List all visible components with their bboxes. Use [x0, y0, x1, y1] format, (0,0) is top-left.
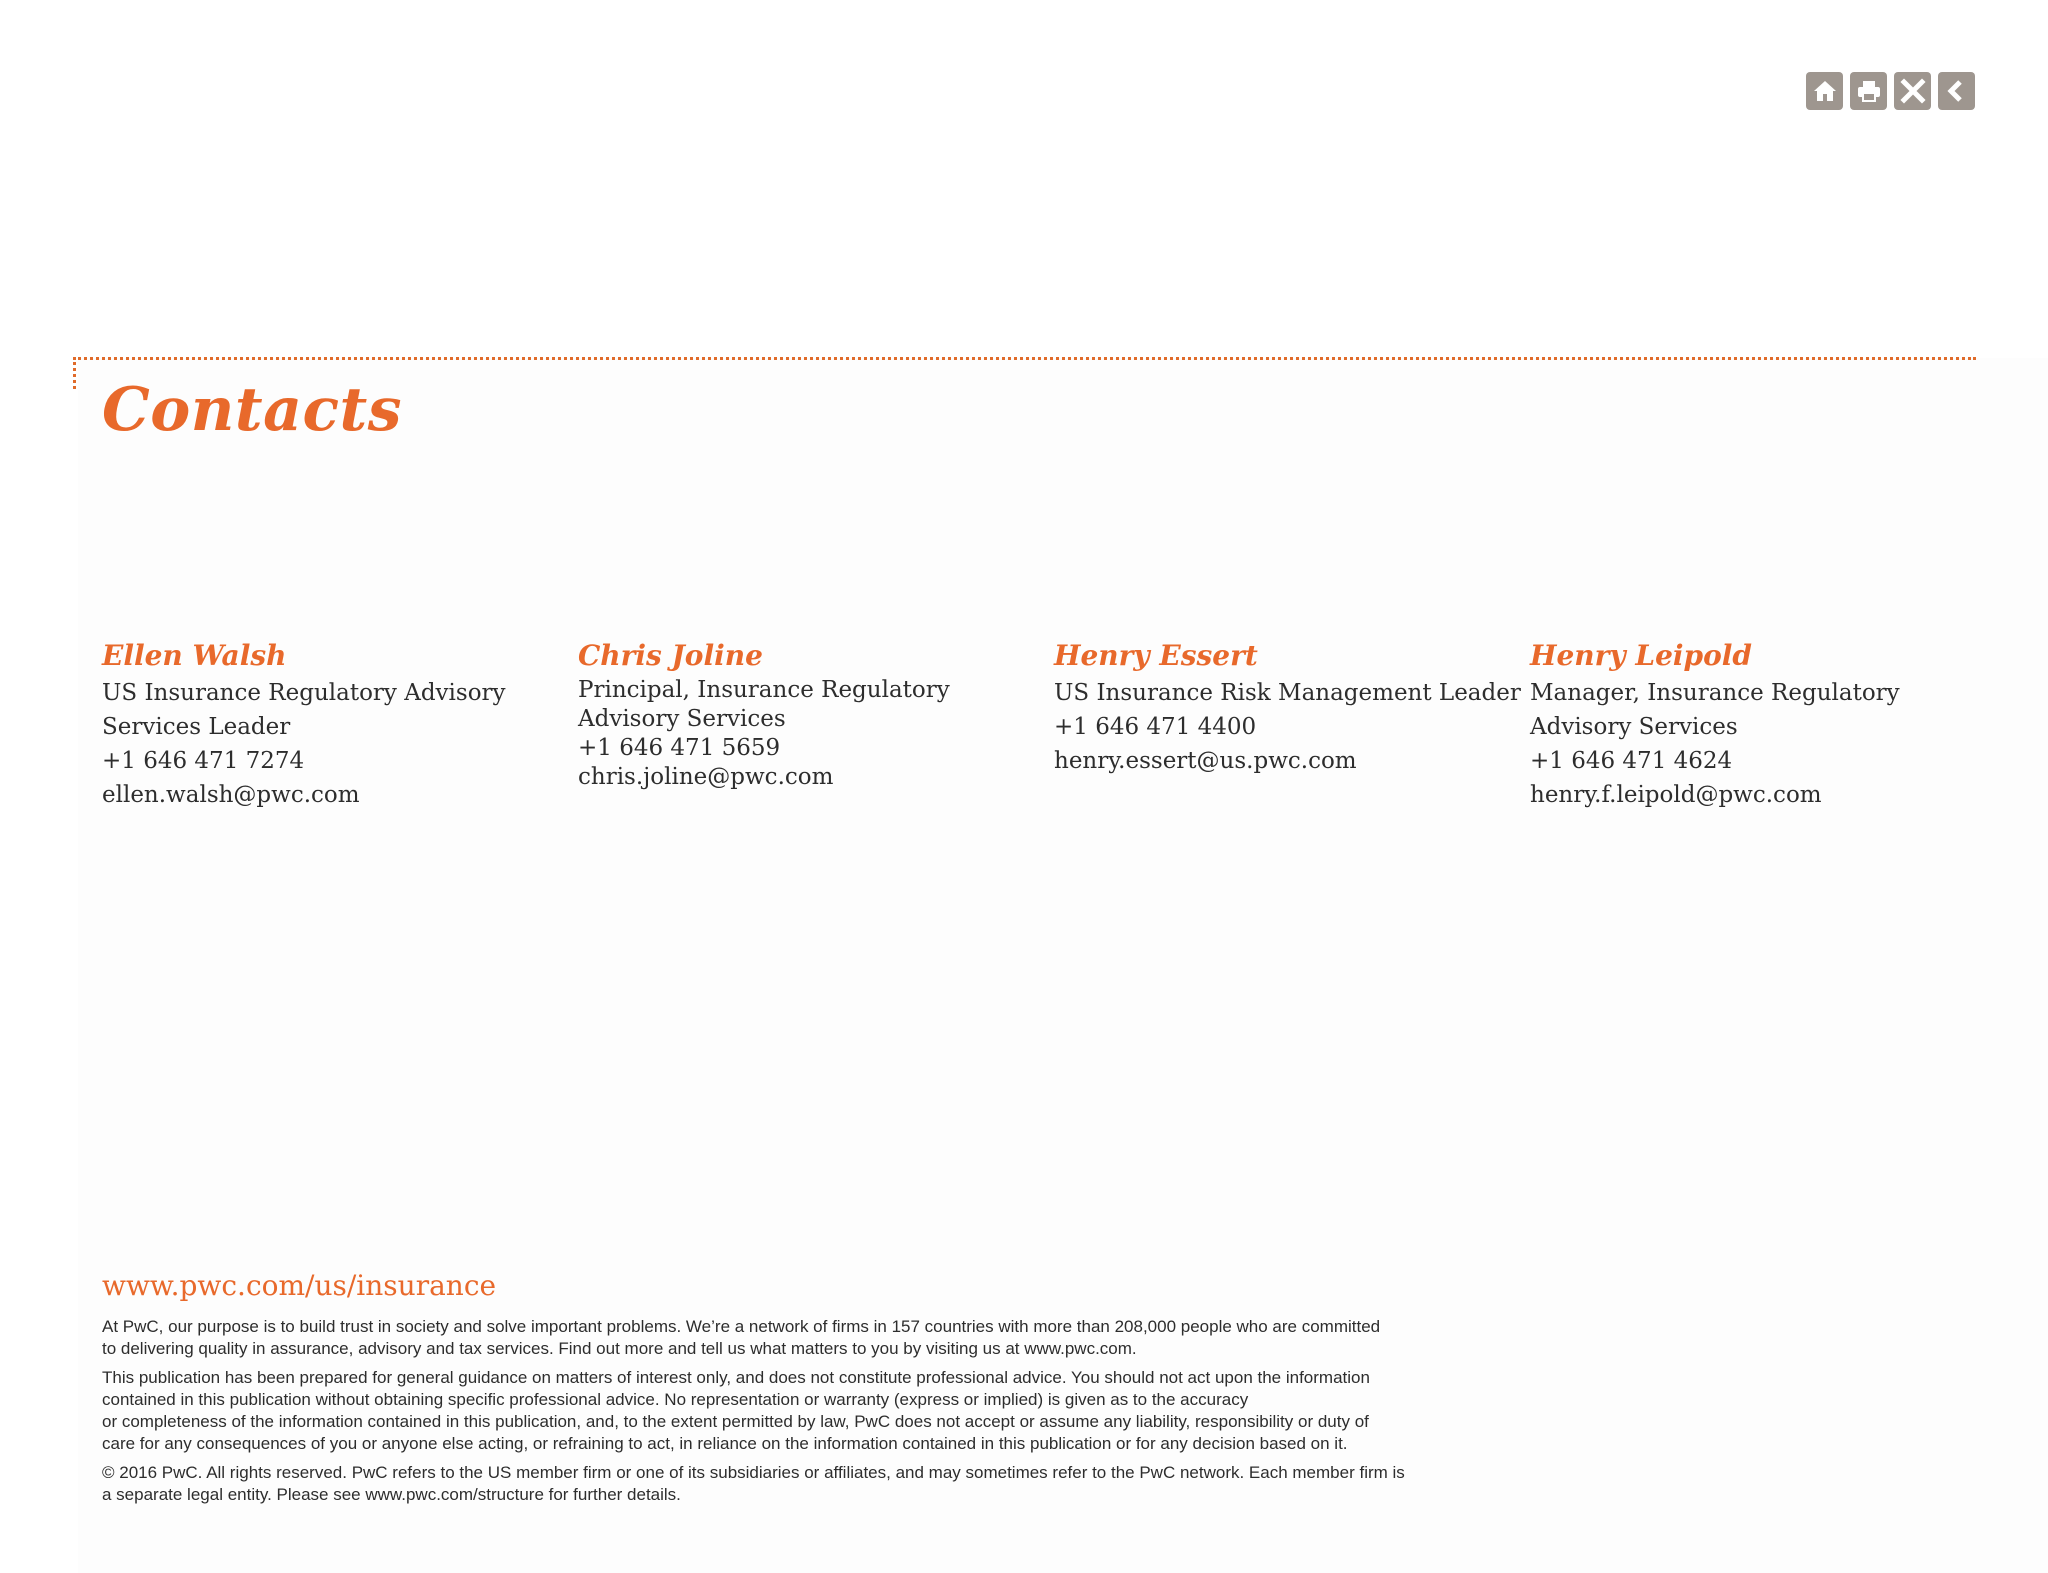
contact-name: Chris Joline	[578, 639, 763, 672]
contact-role: Advisory Services	[578, 706, 786, 732]
contact-role: US Insurance Risk Management Leader	[1054, 680, 1521, 706]
contact-card	[1054, 636, 1521, 778]
printer-icon	[1856, 78, 1882, 104]
contact-role: Services Leader	[102, 714, 291, 740]
contact-name: Henry Leipold	[1530, 639, 1753, 672]
contact-card	[102, 636, 562, 812]
disclaimer	[102, 1367, 1542, 1455]
purpose-line: At PwC, our purpose is to build trust in society and solve important problems. We’re a network of firms in 157 countries with more than 208,000 people who are committed	[102, 1317, 1381, 1336]
contact-name: Henry Essert	[1054, 639, 1258, 672]
close-icon	[1900, 78, 1926, 104]
section-divider	[73, 357, 1976, 360]
print-button[interactable]	[1850, 72, 1887, 110]
contact-role: Advisory Services	[1530, 714, 1738, 740]
contact-card	[578, 636, 1038, 792]
disclaimer-line: contained in this publication without obtaining specific professional advice. No representation or warranty (express or implied) is given as to the accuracy	[102, 1390, 1249, 1409]
contact-role: Manager, Insurance Regulatory	[1530, 680, 1900, 706]
contact-phone: +1 646 471 5659	[578, 735, 781, 761]
contact-email[interactable]: henry.essert@us.pwc.com	[1054, 748, 1357, 774]
home-button[interactable]	[1806, 72, 1843, 110]
contact-email[interactable]: ellen.walsh@pwc.com	[102, 782, 360, 808]
contact-phone: +1 646 471 7274	[102, 748, 305, 774]
contact-phone: +1 646 471 4624	[1530, 748, 1733, 774]
contact-name: Ellen Walsh	[102, 639, 287, 672]
contact-role: US Insurance Regulatory Advisory	[102, 680, 506, 706]
disclaimer-line: care for any consequences of you or anyone else acting, or refraining to act, in reliance on the information contained in this publication or for any decision based on it.	[102, 1434, 1348, 1453]
disclaimer-line: or completeness of the information contained in this publication, and, to the extent permitted by law, PwC does not accept or assume any liability, responsibility or duty of	[102, 1412, 1369, 1431]
toolbar	[1806, 72, 1975, 110]
home-icon	[1812, 78, 1838, 104]
chevron-left-icon	[1944, 78, 1970, 104]
purpose-statement	[102, 1316, 1542, 1360]
copyright-line: © 2016 PwC. All rights reserved. PwC refers to the US member firm or one of its subsidiaries or affiliates, and may sometimes refer to the PwC network. Each member firm is	[102, 1463, 1405, 1482]
back-button[interactable]	[1938, 72, 1975, 110]
section-divider-tick	[73, 357, 76, 389]
disclaimer-line: This publication has been prepared for general guidance on matters of interest only, and does not constitute professional advice. You should not act upon the information	[102, 1368, 1370, 1387]
contact-phone: +1 646 471 4400	[1054, 714, 1257, 740]
copyright-notice	[102, 1462, 1542, 1506]
contact-card	[1530, 636, 1990, 812]
contact-email[interactable]: chris.joline@pwc.com	[578, 764, 834, 790]
purpose-line: to delivering quality in assurance, advisory and tax services. Find out more and tell us what matters to you by visiting us at www.pwc.com.	[102, 1339, 1137, 1358]
contact-role: Principal, Insurance Regulatory	[578, 677, 950, 703]
page-title: Contacts	[102, 375, 403, 445]
close-button[interactable]	[1894, 72, 1931, 110]
website-link[interactable]: www.pwc.com/us/insurance	[102, 1269, 497, 1302]
contact-email[interactable]: henry.f.leipold@pwc.com	[1530, 782, 1822, 808]
copyright-line: a separate legal entity. Please see www.pwc.com/structure for further details.	[102, 1485, 681, 1504]
